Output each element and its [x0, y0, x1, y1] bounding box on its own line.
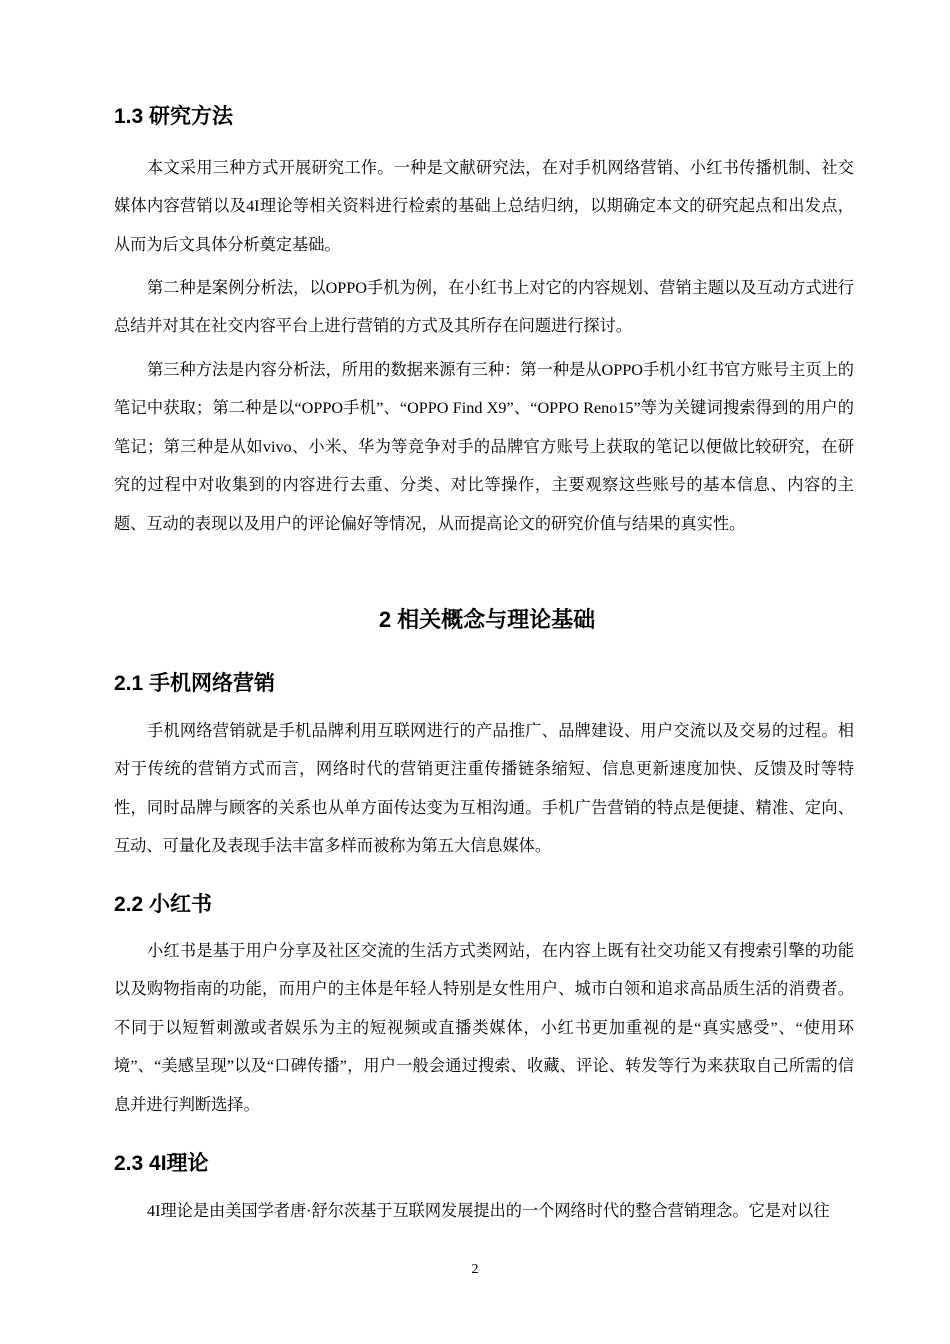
paragraph-mobile-marketing: 手机网络营销就是手机品牌利用互联网进行的产品推广、品牌建设、用户交流以及交易的过程。相对于传统的营销方式而言，网络时代的营销更注重传播链条缩短、信息更新速度加快、反馈及时等特性，同时品牌与顾客的关系也从单方面传达变为互相沟通。手机广告营销的特点是便捷、精准、定向、互动、可量化及表现手法丰富多样而被称为第五大信息媒体。: [114, 722, 854, 856]
section-heading-2-3: 2.3 4I理论: [114, 1152, 209, 1175]
paragraph-4i-theory: 4I理论是由美国学者唐·舒尔茨基于互联网发展提出的一个网络时代的整合营销理念。它是对以往: [147, 1202, 830, 1220]
paragraph-literature-method: 本文采用三种方式开展研究工作。一种是文献研究法，在对手机网络营销、小红书传播机制、社交媒体内容营销以及4I理论等相关资料进行检索的基础上总结归纳，以期确定本文的研究起点和出发点，从而为后文具体分析奠定基础。: [114, 159, 854, 254]
page-number: 2: [471, 1262, 479, 1277]
paragraph-content-method: 第三种方法是内容分析法，所用的数据来源有三种：第一种是从OPPO手机小红书官方账号主页上的笔记中获取；第二种是以“OPPO手机”、“OPPO Find X9”、“OPPO Reno15”等为关键词搜索得到的用户的笔记；第三种是从如vivo、小米、华为等竞争对手的品牌官方账号上获取的笔记以便做比较研究，在研究的过程中对收集到的内容进行去重、分类、对比等操作，主要观察这些账号的基本信息、内容的主题、互动的表现以及用户的评论偏好等情况，从而提高论文的研究价值与结果的真实性。: [114, 361, 854, 533]
chapter-heading-2: 2 相关概念与理论基础: [378, 607, 596, 632]
section-heading-2-2: 2.2 小红书: [114, 893, 213, 916]
paragraph-case-method: 第二种是案例分析法，以OPPO手机为例，在小红书上对它的内容规划、营销主题以及互动方式进行总结并对其在社交内容平台上进行营销的方式及其所存在问题进行探讨。: [114, 279, 854, 336]
paragraph-xiaohongshu: 小红书是基于用户分享及社区交流的生活方式类网站，在内容上既有社交功能又有搜索引擎的功能以及购物指南的功能，而用户的主体是年轻人特别是女性用户、城市白领和追求高品质生活的消费者。不同于以短暂刺激或者娱乐为主的短视频或直播类媒体，小红书更加重视的是“真实感受”、“使用环境”、“美感呈现”以及“口碑传播”，用户一般会通过搜索、收藏、评论、转发等行为来获取自己所需的信息并进行判断选择。: [114, 942, 854, 1114]
section-heading-1-3: 1.3 研究方法: [114, 105, 234, 128]
section-heading-2-1: 2.1 手机网络营销: [114, 672, 276, 695]
